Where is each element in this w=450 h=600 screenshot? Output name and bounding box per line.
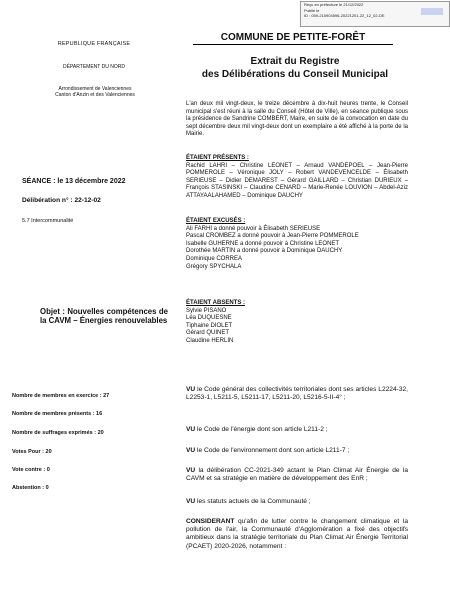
vu-lead: VU [186, 467, 196, 474]
vu-environnement [186, 447, 408, 455]
seance-date: SÉANCE : le 13 décembre 2022 [22, 178, 126, 185]
considerant-text: qu'afin de lutter contre le changement climatique et la pollution de l'air, la Communauté d'Agglomération a fixé des objectifs ambitieux dans la stratégie territoriale du Plan Climat Air Énergie Territorial (PCAET) 2020-2026, notamment : [186, 518, 408, 550]
canton-line: Canton d'Anzin et des Valenciennes [55, 92, 135, 98]
republique-label: REPUBLIQUE FRANÇAISE [57, 41, 131, 47]
presents-list: Rachid LAHRI – Christine LEONET – Arnaud VANDEPOEL – Jean-Pierre POMMEROLE – Véronique JOLY – Robert VANDEVENCELDE – Élisabeth SERIEUSE – Didier DEMAREST – Gérard GAILLARD – Christian DURIEUX – François STASINSKI – Claudine CENARD – Marie-Renée LOUVION – Abdel-Aziz ATTAYAALAHAMED – Dominique DAUCHY [186, 162, 408, 199]
excuse-item: Isabelle GUHERNE a donné pouvoir à Christine LEONET [186, 240, 340, 247]
excuse-item: Dominique CORREA [186, 255, 243, 262]
arrondissement-line: Arrondissement de Valenciennes [58, 86, 132, 92]
objet-text: Objet : Nouvelles compétences de la CAVM – Énergies renouvelables [40, 307, 168, 325]
absent-item: Gérard QUINET [186, 330, 230, 337]
vu-text: les statuts actuels de la Communauté ; [195, 498, 311, 505]
considerant-lead: CONSIDERANT [186, 518, 235, 525]
stat-vote-contre: Vote contre : 0 [12, 467, 50, 473]
title-divider [193, 44, 393, 45]
stat-abstention: Abstention : 0 [12, 485, 49, 491]
vu-cgct [186, 386, 408, 402]
presents-section [186, 155, 408, 201]
vu-lead: VU [186, 498, 196, 505]
prefecture-stamp [300, 1, 450, 27]
vu-text: le Code de l'énergie dont son article L211-2 ; [195, 426, 328, 433]
vu-text: le Code général des collectivités territoriales dont ses articles L2224-32, L2253-1, L5211-5, L5211-17, L5211-20, L5216-5-II-4° ; [186, 386, 408, 402]
excuse-item: Pascal CROMBEZ a donné pouvoir à Jean-Pierre POMMEROLE [186, 233, 359, 240]
absent-item: Claudine HERLIN [186, 337, 234, 344]
vu-text: la délibération CC-2021-349 actant le Plan Climat Air Énergie de la CAVM et sa stratégie en matière de développement des EnR ; [186, 467, 408, 483]
excuses-title: ÉTAIENT EXCUSÉS : [186, 218, 246, 224]
extrait-line-1: Extrait du Registre [250, 56, 340, 67]
commune-title: COMMUNE DE PETITE-FORÊT [220, 32, 366, 43]
excuse-item: Dorothée MARTIN a donné pouvoir à Dominique DAUCHY [186, 248, 343, 255]
stamp-logo-icon [421, 8, 443, 15]
vu-statuts [186, 498, 408, 506]
absent-item: Tiphaine DIOLET [186, 322, 233, 329]
vu-deliberation-pcaet [186, 467, 408, 483]
excuses-section [186, 218, 408, 271]
deliberation-number: Délibération n° : 22-12-02 [22, 197, 101, 204]
excuse-item: Ali FARHI a donné pouvoir à Élisabeth SERIEUSE [186, 225, 321, 232]
stat-present: Nombre de membres présents : 16 [12, 411, 103, 417]
absent-item: Sylvie PISANO [186, 307, 227, 314]
stamp-line-received: Reçu en préfecture le 21/12/2022 [304, 2, 364, 7]
stamp-line-published: Publié le [304, 7, 320, 13]
departement-label: DÉPARTEMENT DU NORD [63, 64, 125, 70]
considerant-climat [186, 518, 408, 551]
absents-title: ÉTAIENT ABSENTS : [186, 300, 246, 306]
absent-item: Léa DUQUESNE [186, 315, 232, 322]
stat-members: Nombre de membres en exercice : 27 [12, 393, 110, 399]
vu-lead: VU [186, 426, 196, 433]
presents-title: ÉTAIENT PRÉSENTS : [186, 155, 249, 161]
excuse-item: Grégory SPYCHALA [186, 263, 242, 270]
stat-votes-pour: Votes Pour : 20 [12, 449, 52, 455]
stamp-line-id: ID : 059-215904596-20221201-22_12_02-DE [304, 13, 385, 18]
vu-lead: VU [186, 386, 196, 393]
vu-energie [186, 426, 408, 434]
arrondissement-block [40, 86, 150, 98]
interco-label: 5.7 Intercommunalité [22, 218, 74, 224]
stat-suffrages: Nombre de suffrages exprimés : 20 [12, 430, 104, 436]
extrait-title [170, 55, 420, 81]
absents-section [186, 300, 408, 346]
extrait-line-2: des Délibérations du Conseil Municipal [201, 69, 389, 80]
intro-paragraph: L'an deux mil vingt-deux, le treize décembre à dix-huit heures trente, le Conseil municipal s'est réuni à la salle du Conseil (Hôtel de Ville), en séance publique sous la présidence de Sandrine COMBERT, Maire, en suite de la convocation en date du sept décembre deux mil vingt-deux dont un exemplaire a été affiché à la porte de la Mairie. [186, 101, 408, 138]
vu-text: le Code de l'environnement dont son article L211-7 ; [195, 447, 350, 454]
vu-lead: VU [186, 447, 196, 454]
